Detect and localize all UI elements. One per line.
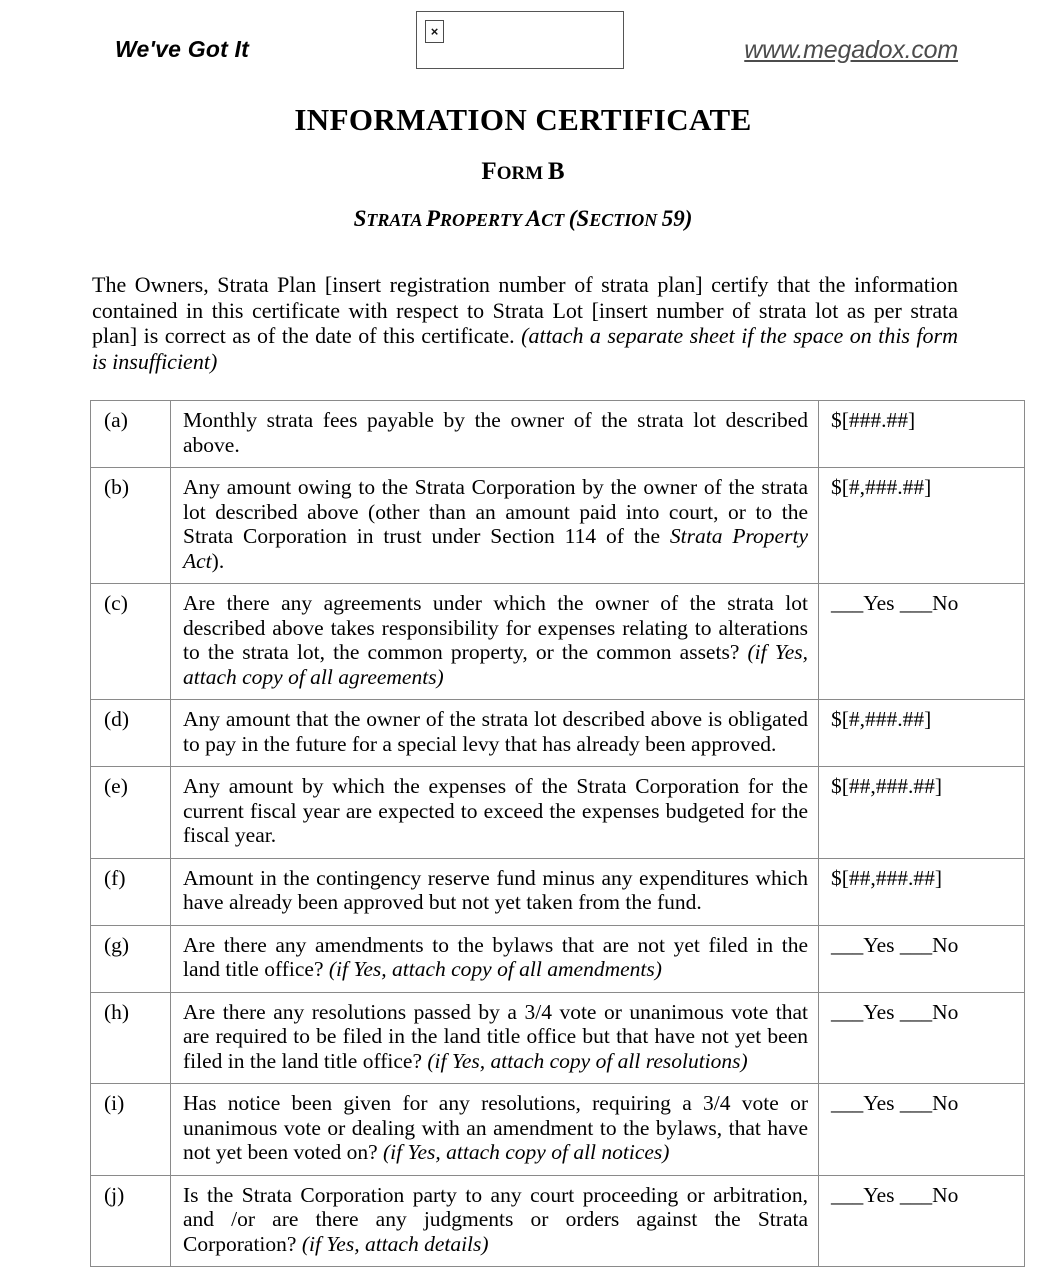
row-description-text: Are there any amendments to the bylaws that are not yet filed in the land title office? xyxy=(183,932,808,981)
row-value[interactable]: ___Yes ___No xyxy=(819,1084,1025,1176)
row-value[interactable]: ___Yes ___No xyxy=(819,584,1025,700)
act-s4: S xyxy=(576,206,590,231)
row-description xyxy=(171,925,819,992)
row-description-italic: (if Yes, attach copy of all amendments) xyxy=(328,957,662,981)
table-row xyxy=(91,584,1025,700)
intro-paragraph xyxy=(92,272,958,374)
form-designation xyxy=(0,158,1046,186)
form-word-rest: ORM xyxy=(496,163,548,184)
act-s2: P xyxy=(425,206,441,231)
row-value[interactable]: ___Yes ___No xyxy=(819,925,1025,992)
row-description xyxy=(171,1084,819,1176)
row-label: (g) xyxy=(91,925,171,992)
row-description-text: Any amount by which the expenses of the Strata Corporation for the current fiscal year are expected to exceed the expenses budgeted for the fiscal year. xyxy=(183,774,808,847)
table-row xyxy=(91,1084,1025,1176)
table-row xyxy=(91,1175,1025,1267)
row-description xyxy=(171,700,819,767)
row-value[interactable]: $[##,###.##] xyxy=(819,767,1025,859)
row-description-text: Are there any agreements under which the owner of the strata lot described above takes responsibility for expenses relating to alterations to the strata lot, the common property, or the common assets? xyxy=(183,591,808,664)
page-header xyxy=(88,0,958,96)
row-description-italic: (if Yes, attach copy of all notices) xyxy=(383,1140,670,1164)
row-description-text: Monthly strata fees payable by the owner of the strata lot described above. xyxy=(183,408,808,457)
table-row xyxy=(91,858,1025,925)
row-description xyxy=(171,468,819,584)
act-w3: CT xyxy=(541,210,569,230)
row-description xyxy=(171,401,819,468)
row-value[interactable]: $[#,###.##] xyxy=(819,468,1025,584)
row-label: (a) xyxy=(91,401,171,468)
row-label: (h) xyxy=(91,992,171,1084)
row-description-text: Any amount that the owner of the strata lot described above is obligated to pay in the future for a special levy that has already been approved. xyxy=(183,707,808,756)
table-row xyxy=(91,700,1025,767)
row-label: (d) xyxy=(91,700,171,767)
intro-note-italic: (attach a separate sheet if the space on this form is insufficient) xyxy=(92,323,958,374)
table-body xyxy=(91,401,1025,1267)
logo-image-frame xyxy=(416,11,624,69)
row-description xyxy=(171,584,819,700)
table-row xyxy=(91,401,1025,468)
row-description-text: Amount in the contingency reserve fund minus any expenditures which have already been approved but not yet taken from the fund. xyxy=(183,865,808,914)
table-row xyxy=(91,468,1025,584)
form-letter: B xyxy=(547,158,565,185)
form-word-cap: F xyxy=(481,158,497,185)
row-value[interactable]: ___Yes ___No xyxy=(819,1175,1025,1267)
act-close-paren: ) xyxy=(684,206,693,231)
row-value[interactable]: $[#,###.##] xyxy=(819,700,1025,767)
act-w2: ROPERTY xyxy=(440,210,526,230)
intro-text: The Owners, Strata Plan [insert registration number of strata plan] certify that the information contained in this certificate with respect to Strata Lot [insert number of strata lot as per strata plan] is correct as of the date of this certificate. xyxy=(92,272,958,348)
row-description xyxy=(171,992,819,1084)
row-description-text: Is the Strata Corporation party to any court proceeding or arbitration, and /or are there any judgments or orders against the Strata Corporation? xyxy=(183,1182,808,1256)
act-section-number: 59 xyxy=(661,206,685,231)
row-description-text: Are there any resolutions passed by a 3/4 vote or unanimous vote that are required to be filed in the land title office but that have not yet been filed in the land title office? xyxy=(183,999,808,1073)
row-description-tail: ). xyxy=(211,548,225,573)
page-title: INFORMATION CERTIFICATE xyxy=(294,102,752,137)
row-description-text: Has notice been given for any resolutions, requiring a 3/4 vote or unanimous vote or dealing with an amendment to the bylaws, that have not yet been voted on? xyxy=(183,1091,808,1164)
act-open-paren: ( xyxy=(568,206,577,231)
act-s1: S xyxy=(353,206,367,231)
site-url-link[interactable]: www.megadox.com xyxy=(744,36,958,64)
row-label: (e) xyxy=(91,767,171,859)
row-value[interactable]: ___Yes ___No xyxy=(819,992,1025,1084)
row-label: (c) xyxy=(91,584,171,700)
act-s3: A xyxy=(525,206,542,231)
act-w4: ECTION xyxy=(589,210,662,230)
row-description-text: Any amount owing to the Strata Corporation by the owner of the strata lot described above (other than an amount paid into court, or to the Strata Corporation in trust under Section 114 of the xyxy=(183,475,808,548)
row-description-italic: (if Yes, attach details) xyxy=(301,1231,489,1256)
statute-reference xyxy=(0,206,1046,232)
row-label: (j) xyxy=(91,1175,171,1267)
table-row xyxy=(91,992,1025,1084)
row-description xyxy=(171,1175,819,1267)
information-table xyxy=(90,400,1025,1267)
row-label: (b) xyxy=(91,468,171,584)
row-label: (i) xyxy=(91,1084,171,1176)
broken-image-icon: × xyxy=(425,20,444,43)
row-description-italic: Strata Property Act xyxy=(183,524,808,573)
table-row xyxy=(91,925,1025,992)
row-label: (f) xyxy=(91,858,171,925)
logo-tagline: We've Got It xyxy=(115,36,249,62)
row-description-italic: (if Yes, attach copy of all agreements) xyxy=(183,640,809,689)
table-row xyxy=(91,767,1025,859)
row-description xyxy=(171,767,819,859)
row-description-italic: (if Yes, attach copy of all resolutions) xyxy=(427,1048,748,1073)
row-description xyxy=(171,858,819,925)
row-value[interactable]: $[###.##] xyxy=(819,401,1025,468)
row-value[interactable]: $[##,###.##] xyxy=(819,858,1025,925)
act-w1: TRATA xyxy=(366,210,426,230)
